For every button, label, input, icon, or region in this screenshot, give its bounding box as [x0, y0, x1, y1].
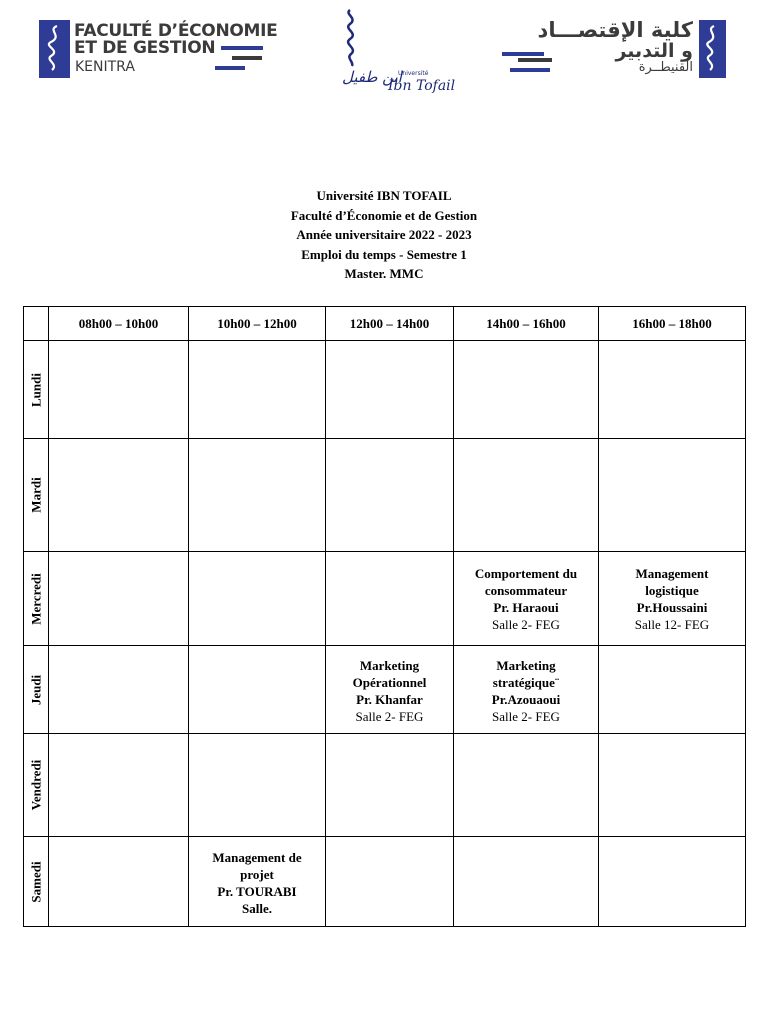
- logo-right-bar: [518, 58, 552, 62]
- logo-left-bar: [221, 46, 263, 50]
- session-cell: [454, 552, 599, 646]
- day-label-text: Lundi: [28, 372, 44, 407]
- timetable-header-row: [24, 307, 746, 341]
- slot-header: 14h00 – 16h00: [454, 307, 599, 341]
- session-professor: Pr.Houssaini: [636, 600, 708, 615]
- faculty-logo-left: [39, 20, 278, 78]
- session-cell: [599, 552, 746, 646]
- day-label-text: Mardi: [28, 477, 44, 513]
- logo-university-name: Ibn Tofail: [388, 78, 456, 94]
- day-label: [24, 837, 49, 927]
- academic-year: Année universitaire 2022 - 2023: [296, 227, 472, 242]
- empty-cell: [49, 552, 189, 646]
- logo-right-line3: القنيطــرة: [638, 60, 693, 75]
- session-course: Marketing stratégique¨: [492, 658, 560, 690]
- empty-cell: [599, 439, 746, 552]
- empty-cell: [326, 439, 454, 552]
- empty-cell: [454, 439, 599, 552]
- slot-header: 12h00 – 14h00: [326, 307, 454, 341]
- empty-cell: [454, 734, 599, 837]
- day-label: [24, 439, 49, 552]
- day-row-samedi: [24, 837, 746, 927]
- session-professor: Pr. TOURABI: [217, 884, 297, 899]
- timetable: [23, 306, 746, 927]
- logo-emblem-right: [699, 20, 726, 78]
- schedule-title: Emploi du temps - Semestre 1: [301, 246, 467, 262]
- faculty-logo-right: [500, 20, 726, 78]
- day-row-mercredi: [24, 552, 746, 646]
- day-row-vendredi: [24, 734, 746, 837]
- session-course: Marketing Opérationnel: [352, 658, 427, 690]
- session-room: Salle.: [242, 901, 272, 916]
- session-room: Salle 2- FEG: [355, 709, 424, 724]
- empty-cell: [49, 837, 189, 927]
- empty-cell: [49, 734, 189, 837]
- session-cell: [326, 646, 454, 734]
- day-label: [24, 734, 49, 837]
- logo-left-bar: [232, 56, 262, 60]
- day-label-text: Vendredi: [28, 759, 44, 811]
- empty-cell: [599, 734, 746, 837]
- day-label-text: Jeudi: [28, 674, 44, 705]
- logo-right-line1: كلية الإقتصـــاد: [537, 18, 693, 42]
- empty-cell: [189, 734, 326, 837]
- logo-left-bar: [215, 66, 245, 70]
- empty-cell: [189, 341, 326, 439]
- empty-cell: [599, 646, 746, 734]
- day-label: [24, 341, 49, 439]
- session-course: Management logistique: [635, 566, 709, 598]
- empty-cell: [326, 552, 454, 646]
- logo-left-line2: ET DE GESTION: [74, 38, 216, 58]
- empty-cell: [326, 837, 454, 927]
- logo-university-label: Université: [398, 70, 429, 77]
- empty-cell: [326, 734, 454, 837]
- slot-header: 10h00 – 12h00: [189, 307, 326, 341]
- empty-cell: [189, 646, 326, 734]
- day-label-text: Mercredi: [28, 572, 44, 625]
- day-label: [24, 552, 49, 646]
- slot-header: 08h00 – 10h00: [49, 307, 189, 341]
- session-cell: [454, 646, 599, 734]
- corner-cell: [24, 307, 49, 341]
- logo-emblem-left: [39, 20, 70, 78]
- empty-cell: [454, 837, 599, 927]
- empty-cell: [49, 439, 189, 552]
- empty-cell: [454, 341, 599, 439]
- session-professor: Pr. Khanfar: [356, 692, 423, 707]
- empty-cell: [189, 439, 326, 552]
- empty-cell: [599, 341, 746, 439]
- logo-right-bar: [510, 68, 550, 72]
- session-course: Management de projet: [212, 850, 302, 882]
- session-professor: Pr.Azouaoui: [491, 692, 561, 707]
- empty-cell: [49, 341, 189, 439]
- day-label: [24, 646, 49, 734]
- day-row-jeudi: [24, 646, 746, 734]
- empty-cell: [49, 646, 189, 734]
- session-cell: [189, 837, 326, 927]
- document-header: [0, 186, 768, 284]
- empty-cell: [189, 552, 326, 646]
- program-title: Master. MMC: [344, 266, 424, 281]
- logo-left-line3: KENITRA: [75, 59, 135, 75]
- session-room: Salle 2- FEG: [492, 709, 560, 724]
- empty-cell: [326, 341, 454, 439]
- day-label-text: Samedi: [28, 860, 44, 903]
- university-title: Université IBN TOFAIL: [316, 188, 452, 203]
- faculty-title: Faculté d’Économie et de Gestion: [290, 207, 478, 223]
- logo-right-bar: [502, 52, 544, 56]
- day-row-mardi: [24, 439, 746, 552]
- logo-left-line1: FACULTÉ D’ÉCONOMIE: [74, 21, 278, 41]
- session-room: Salle 2- FEG: [492, 617, 560, 632]
- session-room: Salle 12- FEG: [634, 617, 710, 632]
- logo-right-line2: و التدبير: [615, 40, 693, 62]
- empty-cell: [599, 837, 746, 927]
- session-professor: Pr. Haraoui: [493, 600, 559, 615]
- slot-header: 16h00 – 18h00: [599, 307, 746, 341]
- university-logo: [336, 8, 456, 98]
- day-row-lundi: [24, 341, 746, 439]
- logo-arabic-name: ابن طفيل: [342, 68, 402, 86]
- session-course: Comportement du consommateur: [474, 566, 578, 598]
